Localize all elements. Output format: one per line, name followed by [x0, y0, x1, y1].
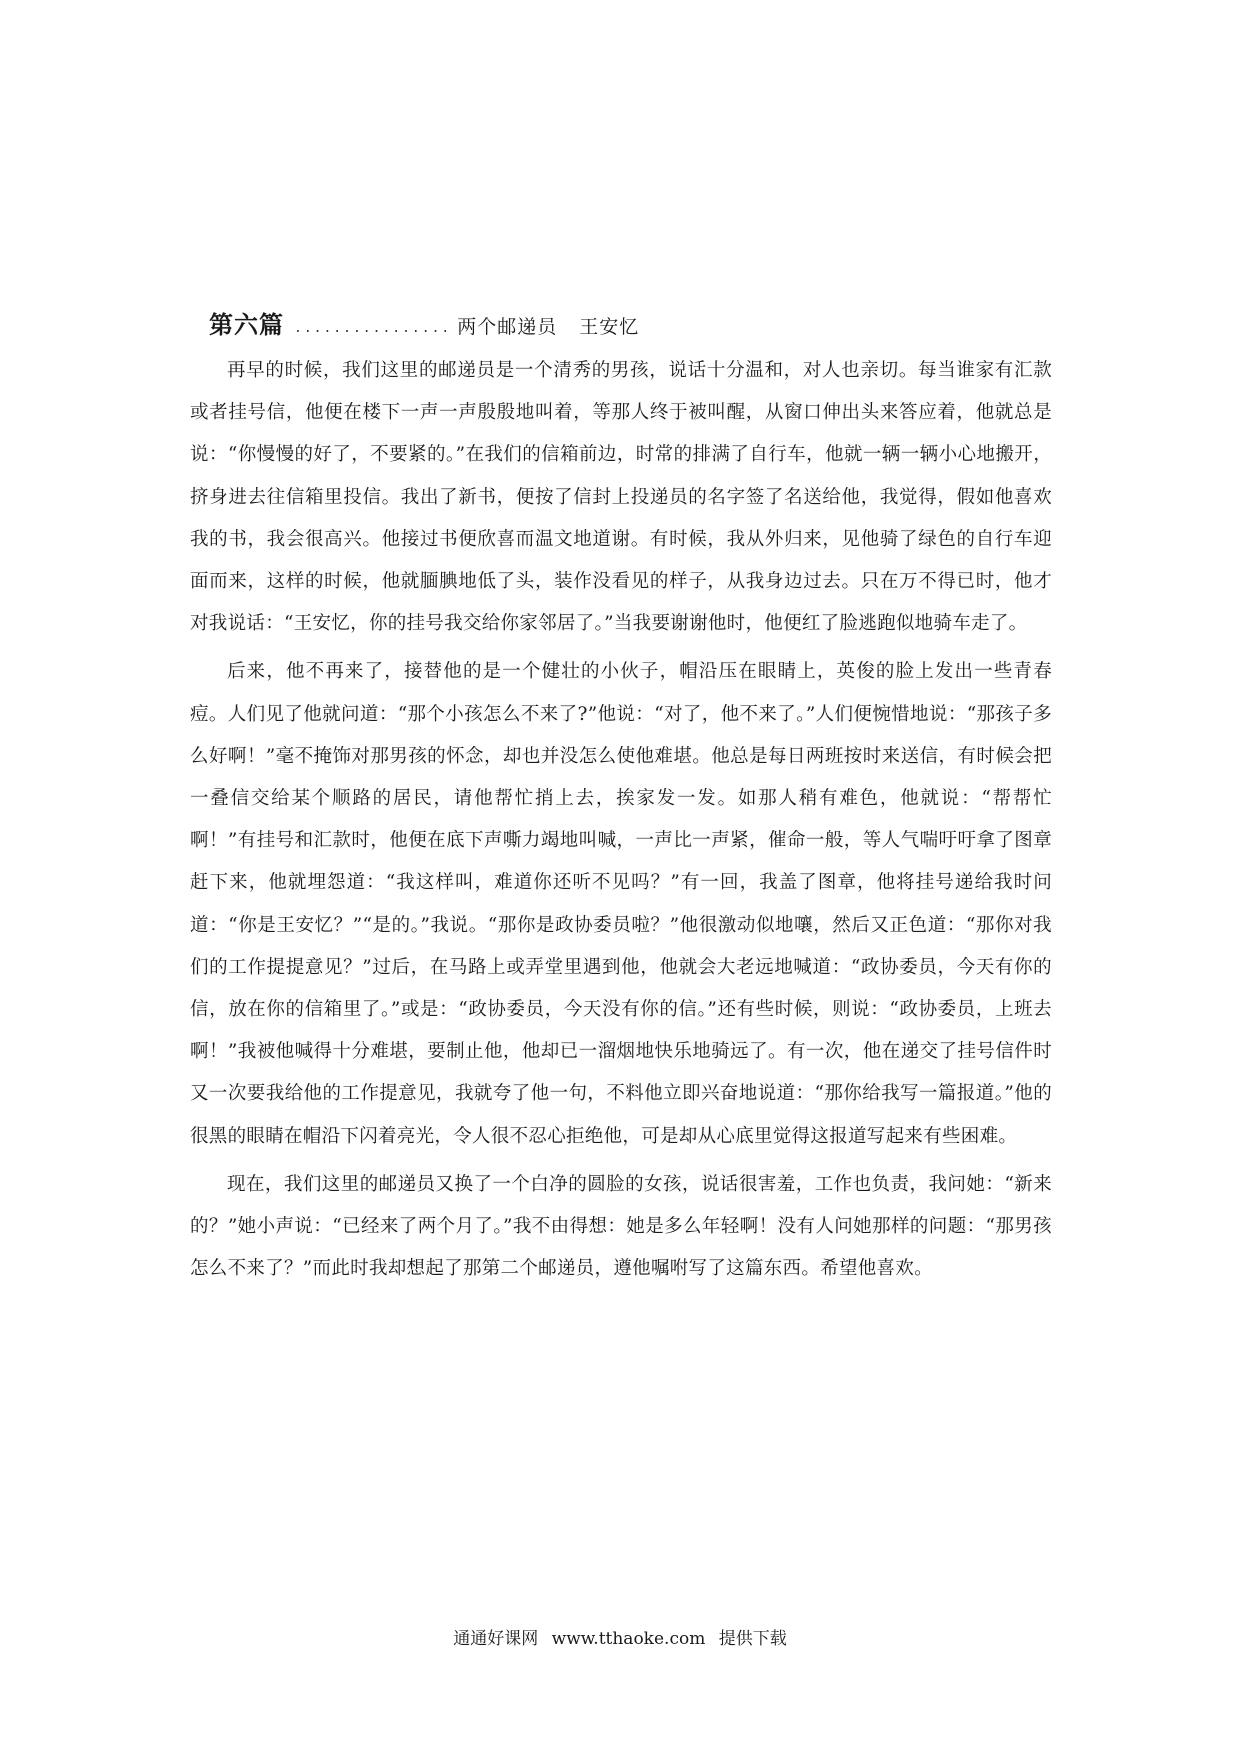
article-title: 两个邮递员 [457, 316, 558, 338]
paragraph-1: 再早的时候，我们这里的邮递员是一个清秀的男孩，说话十分温和，对人也亲切。每当谁家有汇款或者挂号信，他便在楼下一声一声殷殷地叫着，等那人终于被叫醒，从窗口伸出头来答应着，他就总是说：“你慢慢的好了，不要紧的。”在我们的信箱前边，时常的排满了自行车，他就一辆一辆小心地搬开，挤身进去往信箱里投信。我出了新书，便按了信封上投递员的名字签了名送给他，我觉得，假如他喜欢我的书，我会很高兴。他接过书便欣喜而温文地道谢。有时候，我从外归来，见他骑了绿色的自行车迎面而来，这样的时候，他就腼腆地低了头，装作没看见的样子，从我身边过去。只在万不得已时，他才对我说话：“王安忆，你的挂号我交给你家邻居了。”当我要谢谢他时，他便红了脸逃跑似地骑车走了。 [190, 360, 1052, 635]
paragraph-2: 后来，他不再来了，接替他的是一个健壮的小伙子，帽沿压在眼睛上，英俊的脸上发出一些青春痘。人们见了他就问道：“那个小孩怎么不来了?”他说：“对了，他不来了。”人们便惋惜地说：“那孩子多么好啊！”毫不掩饰对那男孩的怀念，却也并没怎么使他难堪。他总是每日两班按时来送信，有时候会把一叠信交给某个顺路的居民，请他帮忙捎上去，挨家发一发。如那人稍有难色，他就说：“帮帮忙啊！”有挂号和汇款时，他便在底下声嘶力竭地叫喊，一声比一声紧，催命一般，等人气喘吁吁拿了图章赶下来，他就埋怨道：“我这样叫，难道你还听不见吗？”有一回，我盖了图章，他将挂号递给我时问道：“你是王安忆？”“是的。”我说。“那你是政协委员啦？”他很激动似地嚷，然后又正色道：“那你对我们的工作提提意见？”过后，在马路上或弄堂里遇到他，他就会大老远地喊道：“政协委员，今天有你的信，放在你的信箱里了。”或是：“政协委员，今天没有你的信。”还有些时候，则说：“政协委员，上班去啊！”我被他喊得十分难堪，要制止他，他却已一溜烟地快乐地骑远了。有一次，他在递交了挂号信件时又一次要我给他的工作提意见，我就夸了他一句，不料他立即兴奋地说道：“那你给我写一篇报道。”他的很黑的眼睛在帽沿下闪着亮光，令人很不忍心拒绝他，可是却从心底里觉得这报道写起来有些困难。 [190, 661, 1052, 1147]
article-body [190, 350, 1052, 1296]
page-footer [0, 1626, 1240, 1652]
footer-note: 提供下载 [718, 1629, 787, 1649]
author-name: 王安忆 [579, 316, 640, 338]
paragraph-3: 现在，我们这里的邮递员又换了一个白净的圆脸的女孩，说话很害羞，工作也负责，我问她：“新来的？”她小声说：“已经来了两个月了。”我不由得想：她是多么年轻啊！没有人问她那样的问题：“那男孩怎么不来了？”而此时我却想起了那第二个邮递员，遵他嘱咐写了这篇东西。希望他喜欢。 [190, 1173, 1052, 1280]
article-heading [209, 306, 1059, 342]
section-number: 第六篇 [209, 311, 284, 339]
footer-url[interactable]: www.tthaoke.com [551, 1629, 706, 1649]
footer-site-name: 通通好课网 [453, 1629, 539, 1649]
dot-leader: ................ [294, 321, 452, 336]
